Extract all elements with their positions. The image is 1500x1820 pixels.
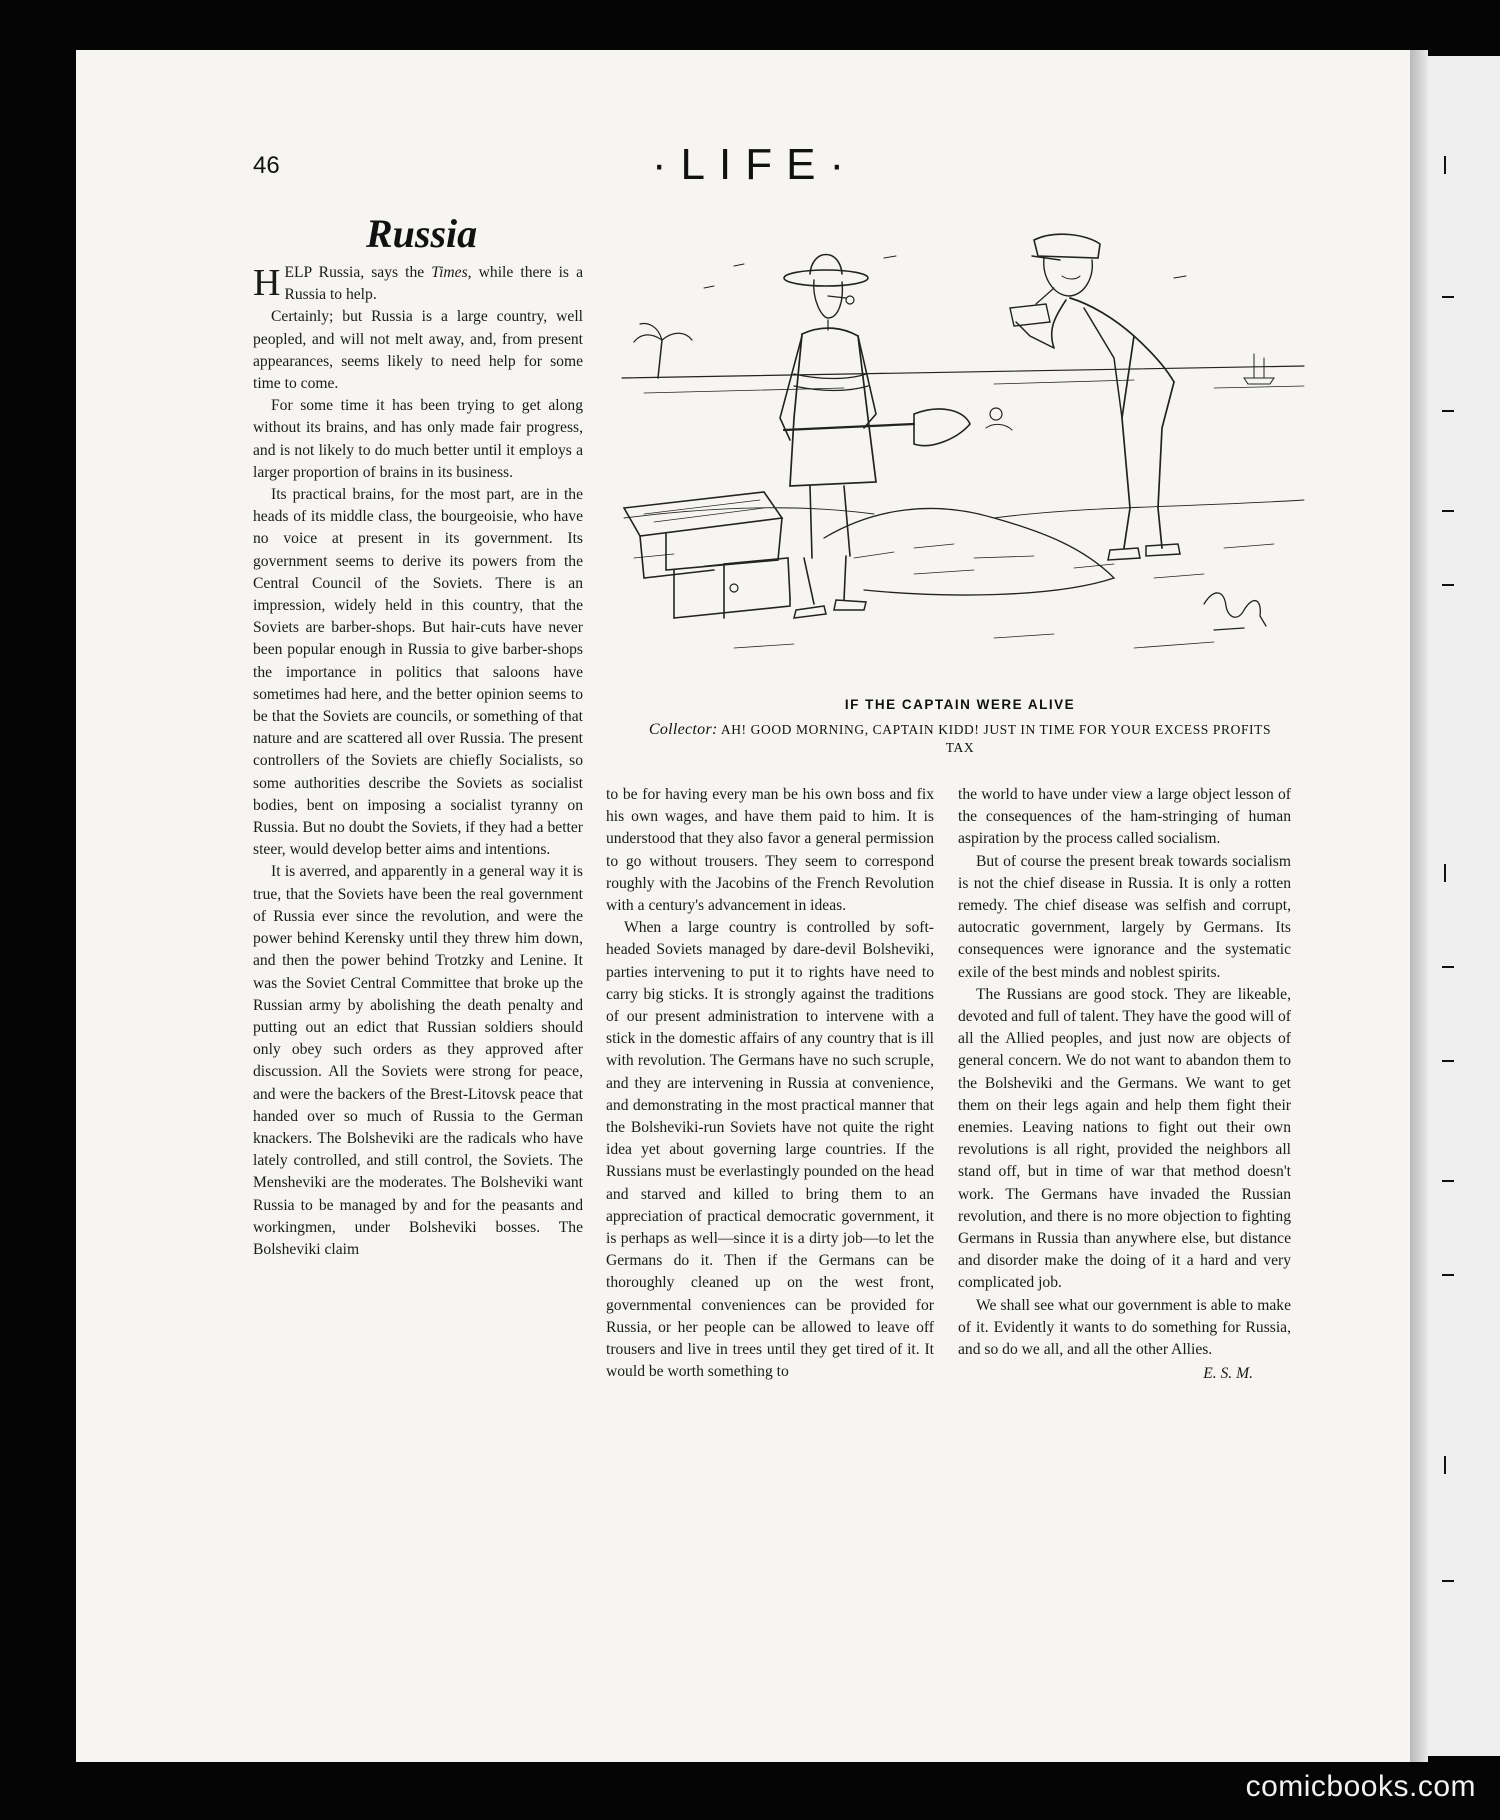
article-paragraph: But of course the present break towards socialism is not the chief disease in Russia. It is only a rotten remedy. The chief disease was selfish and corrupt, autocratic government, largely by Germans. Its consequences were ignorance and the systematic exile of the best minds and noblest spirits. (958, 852, 1291, 981)
article-paragraph: It is averred, and apparently in a general way it is true, that the Soviets have been the real government of Russia ever since the revolution, and were the power behind Kerensky until they threw him down, and then the power behind Trotzky and Lenine. It was the Soviet Central Committee that broke up the Russian army by abolishing the death penalty and putting out an edict that Russian soldiers should only obey such orders as they approved after discussion. All the Soviets were strong for peace, and were the backers of the Brest-Litovsk peace that handed over so much of Russia to the German knackers. The Bolsheviki are the radicals who have lately controlled, and still control, the Soviets. The Mensheviki are the moderates. The Bolsheviki want Russia to be managed by and for the peasants and workingmen, under Bolsheviki bosses. The Bolsheviki claim (253, 863, 583, 1258)
masthead: ·LIFE· (651, 140, 859, 189)
article-paragraph: HELP Russia, says the Times, while there is a Russia to help. (253, 262, 583, 304)
cartoon-caption (640, 721, 1280, 757)
article-column-1 (253, 262, 583, 1261)
cartoon-dialogue: AH! GOOD MORNING, CAPTAIN KIDD! JUST IN TIME FOR YOUR EXCESS PROFITS TAX (720, 722, 1272, 755)
article-column-2 (606, 784, 934, 1383)
article-paragraph: Its practical brains, for the most part, are in the heads of its middle class, the bourgeoisie, who have no voice at present in its government. Its government seems to derive its powers from the Central Council of the Soviets. There is an impression, widely held in this country, that the Soviets are barber-shops. But hair-cuts have never been popular enough in Russia to give barber-shops the importance in politics that saloons have sometimes had here, and the better opinion seems to be that the Soviets are councils, or something of that nature and are scattered all over Russia. The present controllers of the Soviets are chiefly Socialists, so some authorities describe the Soviets as socialist bodies, bent on imposing a socialist tyranny on Russia. But no doubt the Soviets, if they had a better steer, would develop better aims and intentions. (253, 486, 583, 859)
watermark: comicbooks.com (1245, 1770, 1476, 1803)
article-paragraph: the world to have under view a large object lesson of the consequences of the ham-stringing of human aspiration by the process called socialism. (958, 786, 1291, 848)
page-edge-shadow (1410, 50, 1428, 1762)
article-paragraph: We shall see what our government is able to make of it. Evidently it wants to do something for Russia, and so do we all, and all the other Allies. (958, 1296, 1291, 1359)
article-paragraph: When a large country is controlled by soft-headed Soviets managed by dare-devil Bolsheviki, parties intervening to put it to rights have need to carry big sticks. It is strongly against the traditions of our present administration to intervene with a stick in the domestic affairs of any country that is ill with revolution. The Germans have no such scruple, and they are intervening in Russia at convenience, and demonstrating in the most practical manner that the Bolsheviki-run Soviets have not quite the right idea yet about governing large countries. If the Russians must be everlastingly pounded on the head and starved and killed to bring them to an appreciation of practical democratic government, it is perhaps as well—since it is a dirty job—to let the Germans do it. Then if the Germans can be thoroughly cleaned up on the west front, governmental conveniences can be provided for Russia, or her people can be allowed to leave off trousers and live in trees until they get tired of it. It would be worth something to (606, 919, 934, 1381)
article-paragraph: For some time it has been trying to get along without its brains, and has only made fair progress, and is not likely to do much better until it employs a larger proportion of brains in its business. (253, 397, 583, 481)
article-column-3 (958, 784, 1291, 1385)
facing-page-edge (1428, 56, 1500, 1756)
cartoon-title: IF THE CAPTAIN WERE ALIVE (844, 697, 1076, 712)
page-number: 46 (253, 152, 280, 179)
cartoon-speaker: Collector: (648, 721, 718, 738)
author-signature: E. S. M. (1203, 1365, 1253, 1383)
drop-cap: H (253, 262, 281, 304)
article-paragraph: The Russians are good stock. They are likeable, devoted and full of talent. They have the good will of all the Allied peoples, and just now are objects of general concern. We do not want to abandon them to the Bolsheviki and the Germans. We want to get them on their legs again and help them fight their enemies. Leaving nations to fight out their own revolutions is all right, provided the neighbors all stand off, but in time of war that method doesn't work. The Germans have invaded the Russian revolution, and there is no more objection to fighting Germans in Russia than anywhere else, but distance and disorder make the doing of it a hard and very complicated job. (958, 985, 1291, 1292)
article-paragraph: Certainly; but Russia is a large country, well peopled, and will not melt away, and, from present appearances, seems likely to need help for some time to come. (253, 308, 583, 393)
cartoon-illustration (614, 218, 1314, 678)
article-title: Russia (366, 211, 478, 256)
article-paragraph: to be for having every man be his own boss and fix his own wages, and have them paid to him. It is understood that they also favor a general permission to go without trousers. They seem to correspond roughly with the Jacobins of the French Revolution with a century's advancement in ideas. (606, 786, 934, 915)
